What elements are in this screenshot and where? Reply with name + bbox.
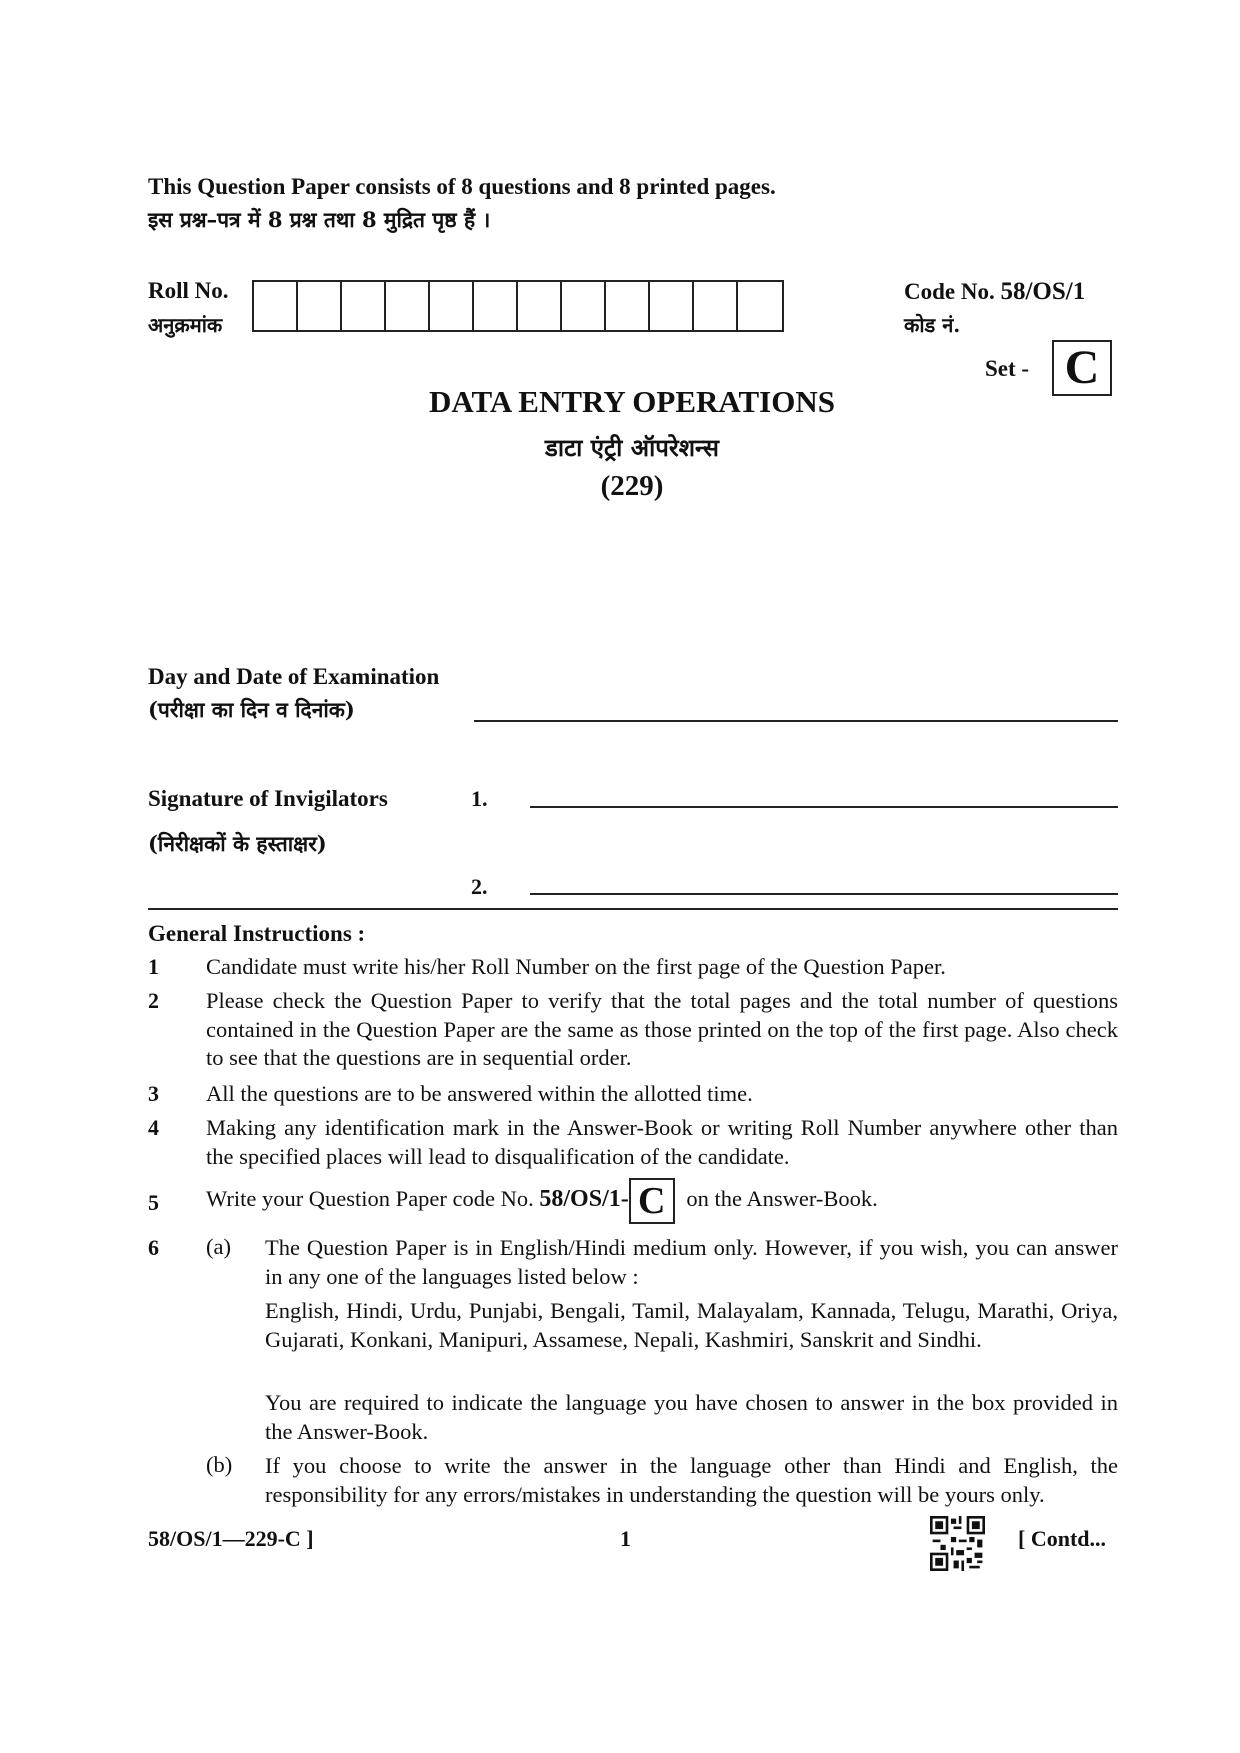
instruction-5-text-before: Write your Question Paper code No. xyxy=(206,1186,534,1212)
sub-instruction-text: If you choose to write the answer in the language other than Hindi and English, the responsibility for any errors/mistakes in understanding the question will be yours only. xyxy=(265,1453,1118,1507)
roll-number-box[interactable] xyxy=(474,282,518,330)
sub-instruction-text: The Question Paper is in English/Hindi medium only. However, if you wish, you can answer in any one of the languages listed below : xyxy=(265,1235,1118,1289)
instruction-text: Please check the Question Paper to verify that the total pages and the total number of questions contained in the Question Paper are the same as those printed on the top of the first page. Also check to see that the questions are in sequential order. xyxy=(206,988,1118,1070)
set-label: Set - xyxy=(985,356,1030,381)
sub-instruction-label: (a) xyxy=(206,1234,231,1259)
language-list: English, Hindi, Urdu, Punjabi, Bengali, Tamil, Malayalam, Kannada, Telugu, Marathi, Oriya, Gujarati, Konkani, Manipuri, Assamese, Nepali, Kashmiri, Sanskrit and Sindhi. xyxy=(265,1298,1118,1352)
answer-book-set-box: C xyxy=(629,1178,675,1224)
roll-number-box[interactable] xyxy=(518,282,562,330)
roll-number-box[interactable] xyxy=(562,282,606,330)
code-number-label: Code No. xyxy=(904,279,995,304)
code-number xyxy=(904,278,1085,306)
paper-info-hindi: इस प्रश्न–पत्र में 8 प्रश्न तथा 8 मुद्रित पृष्ठ हैं । xyxy=(148,207,491,232)
qr-code-icon xyxy=(930,1516,985,1571)
code-number-value: 58/OS/1 xyxy=(1000,278,1086,305)
invigilator-signature-label: Signature of Invigilators xyxy=(148,786,388,811)
instruction-number: 5 xyxy=(148,1190,159,1215)
exam-date-label-hindi: (परीक्षा का दिन व दिनांक) xyxy=(148,697,355,722)
divider xyxy=(148,908,1118,910)
instruction-number: 6 xyxy=(148,1235,159,1260)
exam-date-label: Day and Date of Examination xyxy=(148,664,440,689)
instruction-text: Making any identification mark in the Answer-Book or writing Roll Number anywhere other than the specified places will lead to disqualification of the candidate. xyxy=(206,1115,1118,1169)
instruction-number: 1 xyxy=(148,954,159,979)
signature-line-2[interactable] xyxy=(530,893,1118,895)
subject-code: (229) xyxy=(600,470,664,502)
instruction-5-text-after: on the Answer-Book. xyxy=(686,1186,878,1212)
roll-number-box[interactable] xyxy=(342,282,386,330)
roll-number-box[interactable] xyxy=(606,282,650,330)
roll-number-box[interactable] xyxy=(254,282,298,330)
roll-number-label: Roll No. xyxy=(148,278,229,303)
instruction-text xyxy=(206,1178,1118,1224)
roll-number-box[interactable] xyxy=(298,282,342,330)
exam-date-line[interactable] xyxy=(474,720,1118,722)
page-number: 1 xyxy=(620,1526,631,1551)
paper-info-english: This Question Paper consists of 8 questions and 8 printed pages. xyxy=(148,174,776,199)
roll-number-boxes[interactable] xyxy=(252,280,784,332)
subject-title: DATA ENTRY OPERATIONS xyxy=(429,384,835,419)
set-box: C xyxy=(1052,340,1112,396)
roll-number-box[interactable] xyxy=(650,282,694,330)
code-number-label-hindi: कोड नं. xyxy=(904,313,961,337)
answer-book-code: 58/OS/1- xyxy=(539,1186,629,1213)
instruction-number: 2 xyxy=(148,988,159,1013)
signature-line-1[interactable] xyxy=(530,806,1118,808)
signature-number-2: 2. xyxy=(471,874,488,899)
continued-label: [ Contd... xyxy=(1018,1526,1107,1551)
instruction-number: 3 xyxy=(148,1081,159,1106)
sub-instruction-label: (b) xyxy=(206,1452,233,1477)
signature-number-1: 1. xyxy=(471,786,488,811)
instruction-text: Candidate must write his/her Roll Number on the first page of the Question Paper. xyxy=(206,954,946,979)
roll-number-box[interactable] xyxy=(738,282,782,330)
roll-number-box[interactable] xyxy=(694,282,738,330)
invigilator-signature-label-hindi: (निरीक्षकों के हस्ताक्षर) xyxy=(148,831,327,856)
roll-number-box[interactable] xyxy=(386,282,430,330)
roll-number-box[interactable] xyxy=(430,282,474,330)
instruction-text: All the questions are to be answered within the allotted time. xyxy=(206,1081,753,1106)
footer-paper-code: 58/OS/1—229-C ] xyxy=(148,1526,314,1551)
instruction-number: 4 xyxy=(148,1115,159,1140)
roll-number-label-hindi: अनुक्रमांक xyxy=(148,313,223,337)
instructions-heading: General Instructions : xyxy=(148,921,366,946)
subject-title-hindi: डाटा एंट्री ऑपरेशन्स xyxy=(545,433,719,462)
language-note: You are required to indicate the language you have chosen to answer in the box provided in the Answer-Book. xyxy=(265,1390,1118,1444)
